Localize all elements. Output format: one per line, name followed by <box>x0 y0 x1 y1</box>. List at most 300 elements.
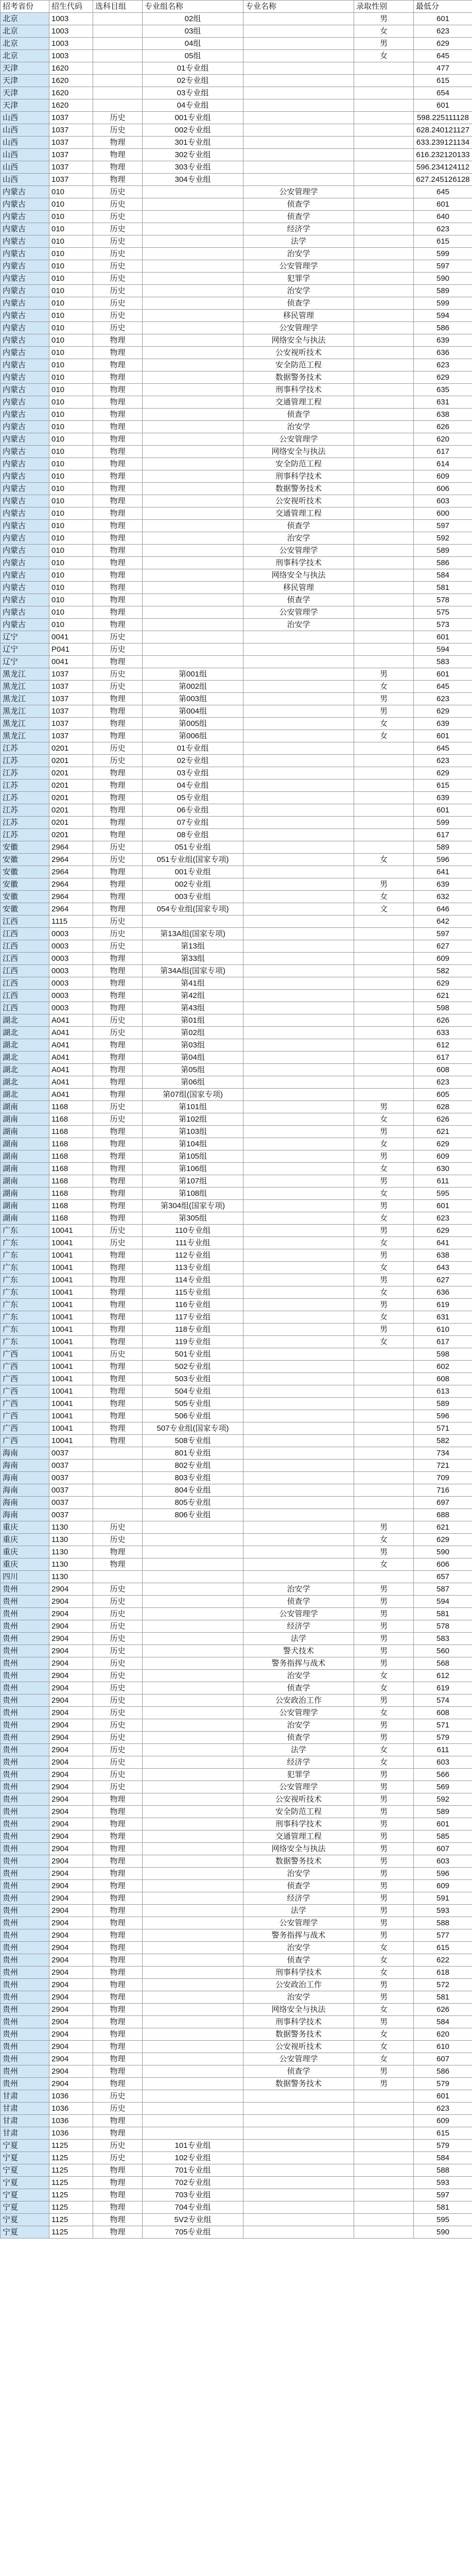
cell-subject-group: 历史 <box>93 1225 143 1237</box>
cell-major-group <box>143 2065 243 2078</box>
cell-gender: 男 <box>354 1793 414 1806</box>
cell-major <box>243 693 354 705</box>
cell-subject-group <box>93 1447 143 1460</box>
cell-code: A041 <box>49 1076 93 1089</box>
cell-min-score: 596 <box>414 1868 472 1880</box>
cell-code: 010 <box>49 310 93 322</box>
cell-gender <box>354 483 414 495</box>
cell-subject-group <box>93 1484 143 1497</box>
table-row <box>1 297 472 310</box>
cell-code: 1130 <box>49 1558 93 1571</box>
cell-province: 湖北 <box>1 1064 49 1076</box>
cell-code: 2904 <box>49 1781 93 1793</box>
cell-province: 广东 <box>1 1274 49 1286</box>
cell-major <box>243 87 354 99</box>
cell-code: 1037 <box>49 705 93 718</box>
cell-major-group <box>143 643 243 656</box>
cell-gender: 男 <box>354 705 414 718</box>
table-row <box>1 1299 472 1311</box>
cell-code: 1003 <box>49 25 93 38</box>
table-row <box>1 1212 472 1225</box>
cell-gender: 女 <box>354 1286 414 1299</box>
cell-province: 贵州 <box>1 1880 49 1892</box>
cell-gender: 男 <box>354 1905 414 1917</box>
cell-major-group <box>143 223 243 235</box>
cell-min-score: 716 <box>414 1484 472 1497</box>
table-row <box>1 186 472 198</box>
table-row <box>1 1608 472 1620</box>
cell-major <box>243 75 354 87</box>
cell-province: 广西 <box>1 1410 49 1422</box>
cell-subject-group: 历史 <box>93 755 143 767</box>
cell-min-score: 628.240121127 <box>414 124 472 137</box>
cell-major-group <box>143 322 243 334</box>
cell-major-group: 第13组 <box>143 940 243 953</box>
cell-province: 山西 <box>1 149 49 161</box>
cell-code: 010 <box>49 371 93 384</box>
cell-major <box>243 1422 354 1435</box>
cell-major-group <box>143 1769 243 1781</box>
cell-gender <box>354 507 414 520</box>
cell-code: 0041 <box>49 656 93 668</box>
cell-min-score: 640 <box>414 211 472 223</box>
cell-major-group: 03专业组 <box>143 87 243 99</box>
cell-min-score: 611 <box>414 1744 472 1756</box>
cell-min-score: 621 <box>414 1521 472 1534</box>
cell-province: 贵州 <box>1 1917 49 1929</box>
cell-major <box>243 1373 354 1385</box>
cell-province: 内蒙古 <box>1 532 49 545</box>
table-row <box>1 2115 472 2127</box>
table-row <box>1 1831 472 1843</box>
cell-subject-group: 物理 <box>93 359 143 371</box>
cell-subject-group: 物理 <box>93 2189 143 2201</box>
table-row <box>1 718 472 730</box>
cell-province: 黑龙江 <box>1 681 49 693</box>
cell-gender <box>354 371 414 384</box>
cell-gender <box>354 755 414 767</box>
cell-major-group <box>143 334 243 347</box>
table-row <box>1 1682 472 1694</box>
table-row <box>1 124 472 137</box>
cell-province: 贵州 <box>1 2041 49 2053</box>
table-row <box>1 2189 472 2201</box>
table-row <box>1 520 472 532</box>
cell-min-score: 627.245126128 <box>414 174 472 186</box>
cell-major-group <box>143 273 243 285</box>
cell-province: 贵州 <box>1 1954 49 1967</box>
cell-province: 广东 <box>1 1237 49 1249</box>
cell-code: 1125 <box>49 2226 93 2239</box>
cell-province: 内蒙古 <box>1 186 49 198</box>
cell-gender <box>354 1385 414 1398</box>
cell-major <box>243 13 354 25</box>
cell-province: 广东 <box>1 1262 49 1274</box>
table-row <box>1 804 472 817</box>
cell-gender: 女 <box>354 1558 414 1571</box>
table-row <box>1 1484 472 1497</box>
cell-province: 贵州 <box>1 2004 49 2016</box>
cell-major-group: 002专业组 <box>143 124 243 137</box>
cell-major: 公安管理学 <box>243 2053 354 2065</box>
table-row <box>1 433 472 446</box>
table-row <box>1 1509 472 1521</box>
cell-major-group: 119专业组 <box>143 1336 243 1348</box>
cell-gender: 男 <box>354 1274 414 1286</box>
table-row <box>1 112 472 124</box>
cell-province: 贵州 <box>1 1645 49 1657</box>
cell-gender <box>354 421 414 433</box>
cell-subject-group: 历史 <box>93 1719 143 1732</box>
cell-code: 10041 <box>49 1348 93 1361</box>
cell-major-group: 02专业组 <box>143 755 243 767</box>
cell-gender <box>354 977 414 990</box>
cell-major <box>243 1027 354 1039</box>
cell-major-group <box>143 2090 243 2103</box>
cell-code: 010 <box>49 495 93 507</box>
cell-subject-group <box>93 87 143 99</box>
cell-code: 010 <box>49 223 93 235</box>
cell-gender <box>354 866 414 878</box>
cell-code: 010 <box>49 186 93 198</box>
cell-major <box>243 1101 354 1113</box>
cell-gender <box>354 2226 414 2239</box>
cell-gender <box>354 124 414 137</box>
cell-major-group: 05组 <box>143 50 243 62</box>
cell-subject-group: 物理 <box>93 829 143 841</box>
cell-code: 10041 <box>49 1262 93 1274</box>
cell-subject-group: 物理 <box>93 2201 143 2214</box>
cell-major <box>243 977 354 990</box>
cell-gender: 女 <box>354 891 414 903</box>
cell-major: 侦查学 <box>243 1682 354 1694</box>
table-row <box>1 965 472 977</box>
cell-major-group: 5V2专业组 <box>143 2214 243 2226</box>
cell-code: 010 <box>49 396 93 409</box>
table-row <box>1 446 472 458</box>
cell-gender: 男 <box>354 1719 414 1732</box>
cell-major: 公安视听技术 <box>243 347 354 359</box>
cell-major: 侦查学 <box>243 520 354 532</box>
table-row <box>1 1373 472 1385</box>
cell-subject-group: 物理 <box>93 1175 143 1188</box>
cell-province: 内蒙古 <box>1 409 49 421</box>
cell-min-score: 608 <box>414 1064 472 1076</box>
cell-major-group: 118专业组 <box>143 1324 243 1336</box>
cell-province: 贵州 <box>1 1793 49 1806</box>
cell-subject-group: 历史 <box>93 1014 143 1027</box>
cell-major-group: 701专业组 <box>143 2164 243 2177</box>
cell-major <box>243 1509 354 1521</box>
cell-subject-group: 物理 <box>93 1929 143 1942</box>
cell-subject-group: 历史 <box>93 1633 143 1645</box>
cell-major-group: 101专业组 <box>143 2140 243 2152</box>
cell-min-score: 641 <box>414 1237 472 1249</box>
cell-gender <box>354 87 414 99</box>
cell-major-group: 第305组 <box>143 1212 243 1225</box>
cell-major: 安全防范工程 <box>243 458 354 470</box>
cell-code: 1036 <box>49 2115 93 2127</box>
cell-major <box>243 1113 354 1126</box>
cell-subject-group: 物理 <box>93 1188 143 1200</box>
cell-major-group <box>143 470 243 483</box>
cell-major-group: 第005组 <box>143 718 243 730</box>
cell-major-group: 301专业组 <box>143 137 243 149</box>
cell-code: 2904 <box>49 1818 93 1831</box>
cell-subject-group: 物理 <box>93 582 143 594</box>
cell-province: 安徽 <box>1 903 49 916</box>
cell-province: 江苏 <box>1 755 49 767</box>
table-row <box>1 1348 472 1361</box>
cell-province: 广西 <box>1 1435 49 1447</box>
cell-min-score: 617 <box>414 1336 472 1348</box>
cell-subject-group: 物理 <box>93 1089 143 1101</box>
cell-gender <box>354 1373 414 1385</box>
cell-gender: 男 <box>354 2065 414 2078</box>
table-row <box>1 2177 472 2189</box>
cell-province: 贵州 <box>1 2053 49 2065</box>
cell-subject-group: 物理 <box>93 334 143 347</box>
cell-subject-group: 历史 <box>93 211 143 223</box>
cell-min-score: 639 <box>414 878 472 891</box>
cell-major <box>243 878 354 891</box>
cell-code: 2904 <box>49 1719 93 1732</box>
cell-gender: 男 <box>354 1732 414 1744</box>
cell-min-score: 643 <box>414 1262 472 1274</box>
cell-gender <box>354 1509 414 1521</box>
cell-province: 湖北 <box>1 1027 49 1039</box>
table-row <box>1 1027 472 1039</box>
cell-major: 数据警务技术 <box>243 483 354 495</box>
cell-major-group: 115专业组 <box>143 1286 243 1299</box>
cell-province: 江苏 <box>1 792 49 804</box>
table-row <box>1 1558 472 1571</box>
cell-subject-group: 物理 <box>93 2004 143 2016</box>
cell-gender <box>354 62 414 75</box>
cell-min-score: 571 <box>414 1719 472 1732</box>
cell-major <box>243 1188 354 1200</box>
cell-province: 宁夏 <box>1 2177 49 2189</box>
cell-gender: 女 <box>354 1534 414 1546</box>
table-row <box>1 1286 472 1299</box>
table-row <box>1 483 472 495</box>
cell-min-score: 601 <box>414 1818 472 1831</box>
table-row <box>1 1967 472 1979</box>
cell-subject-group: 物理 <box>93 730 143 742</box>
cell-gender: 男 <box>354 1299 414 1311</box>
cell-gender <box>354 779 414 792</box>
cell-major-group <box>143 458 243 470</box>
cell-code: 1037 <box>49 693 93 705</box>
cell-major <box>243 2103 354 2115</box>
cell-gender <box>354 520 414 532</box>
cell-province: 贵州 <box>1 1583 49 1596</box>
cell-major-group: 第107组 <box>143 1175 243 1188</box>
cell-major: 侦查学 <box>243 1596 354 1608</box>
cell-major <box>243 1534 354 1546</box>
cell-min-score: 615 <box>414 779 472 792</box>
cell-major-group <box>143 2041 243 2053</box>
table-row <box>1 1645 472 1657</box>
cell-province: 广西 <box>1 1348 49 1361</box>
table-row <box>1 1917 472 1929</box>
cell-min-score: 623 <box>414 755 472 767</box>
cell-code: 2964 <box>49 841 93 854</box>
table-row <box>1 1188 472 1200</box>
cell-major: 公安管理学 <box>243 1917 354 1929</box>
cell-min-score: 734 <box>414 1447 472 1460</box>
cell-gender <box>354 75 414 87</box>
cell-code: 2904 <box>49 1917 93 1929</box>
cell-gender: 女 <box>354 1311 414 1324</box>
cell-major-group <box>143 656 243 668</box>
cell-major: 警犬技术 <box>243 1645 354 1657</box>
cell-major <box>243 705 354 718</box>
cell-major <box>243 2090 354 2103</box>
cell-gender: 女 <box>354 1163 414 1175</box>
cell-major <box>243 668 354 681</box>
cell-gender <box>354 1472 414 1484</box>
cell-gender: 男 <box>354 1880 414 1892</box>
cell-province: 宁夏 <box>1 2164 49 2177</box>
table-row <box>1 1089 472 1101</box>
cell-subject-group: 物理 <box>93 2115 143 2127</box>
cell-gender <box>354 2127 414 2140</box>
table-row <box>1 322 472 334</box>
cell-code: 2904 <box>49 1620 93 1633</box>
cell-province: 江西 <box>1 990 49 1002</box>
cell-province: 贵州 <box>1 2016 49 2028</box>
cell-major <box>243 891 354 903</box>
table-row <box>1 916 472 928</box>
cell-major-group: 508专业组 <box>143 1435 243 1447</box>
cell-subject-group: 历史 <box>93 1608 143 1620</box>
cell-major <box>243 62 354 75</box>
cell-code: 010 <box>49 248 93 260</box>
cell-province: 宁夏 <box>1 2189 49 2201</box>
cell-major <box>243 124 354 137</box>
cell-code: 1168 <box>49 1200 93 1212</box>
cell-code: 1037 <box>49 149 93 161</box>
table-row <box>1 1596 472 1608</box>
cell-major: 公安管理学 <box>243 545 354 557</box>
cell-subject-group: 物理 <box>93 174 143 186</box>
cell-major-group: 04组 <box>143 38 243 50</box>
cell-province: 湖北 <box>1 1039 49 1052</box>
cell-province: 内蒙古 <box>1 495 49 507</box>
cell-subject-group: 物理 <box>93 1422 143 1435</box>
cell-code: 2964 <box>49 866 93 878</box>
cell-major: 治安学 <box>243 1991 354 2004</box>
table-row <box>1 2004 472 2016</box>
cell-code: 2904 <box>49 1682 93 1694</box>
cell-province: 贵州 <box>1 1967 49 1979</box>
cell-major <box>243 2177 354 2189</box>
cell-major: 公安政治工作 <box>243 1979 354 1991</box>
cell-code: 1168 <box>49 1138 93 1150</box>
cell-min-score: 627 <box>414 1274 472 1286</box>
table-row <box>1 211 472 223</box>
cell-gender <box>354 1076 414 1089</box>
cell-gender: 男 <box>354 2078 414 2090</box>
cell-major: 侦查学 <box>243 198 354 211</box>
cell-subject-group: 物理 <box>93 1843 143 1855</box>
cell-province: 内蒙古 <box>1 396 49 409</box>
cell-code: 1620 <box>49 87 93 99</box>
cell-major <box>243 866 354 878</box>
cell-province: 内蒙古 <box>1 285 49 297</box>
cell-subject-group: 历史 <box>93 631 143 643</box>
cell-code: 010 <box>49 322 93 334</box>
cell-code: 1125 <box>49 2177 93 2189</box>
cell-province: 海南 <box>1 1460 49 1472</box>
cell-subject-group: 物理 <box>93 1126 143 1138</box>
cell-min-score: 597 <box>414 260 472 273</box>
cell-major-group: 第003组 <box>143 693 243 705</box>
cell-code: 10041 <box>49 1422 93 1435</box>
cell-province: 贵州 <box>1 1719 49 1732</box>
cell-min-score: 610 <box>414 2041 472 2053</box>
cell-gender: 女 <box>354 1682 414 1694</box>
cell-subject-group: 物理 <box>93 384 143 396</box>
cell-min-score: 639 <box>414 718 472 730</box>
cell-subject-group: 物理 <box>93 1002 143 1014</box>
cell-subject-group <box>93 38 143 50</box>
cell-min-score: 592 <box>414 1793 472 1806</box>
cell-code: 1130 <box>49 1546 93 1558</box>
cell-major <box>243 1175 354 1188</box>
cell-code: 2904 <box>49 1942 93 1954</box>
cell-subject-group: 物理 <box>93 433 143 446</box>
cell-min-score: 593 <box>414 1905 472 1917</box>
cell-gender: 男 <box>354 1979 414 1991</box>
cell-min-score: 582 <box>414 965 472 977</box>
cell-major-group <box>143 396 243 409</box>
table-row <box>1 903 472 916</box>
cell-major-group <box>143 211 243 223</box>
cell-major-group: 07专业组 <box>143 817 243 829</box>
cell-subject-group: 物理 <box>93 1163 143 1175</box>
cell-province: 山西 <box>1 124 49 137</box>
cell-major: 治安学 <box>243 1670 354 1682</box>
cell-gender <box>354 310 414 322</box>
cell-major-group: 303专业组 <box>143 161 243 174</box>
cell-major: 数据警务技术 <box>243 371 354 384</box>
cell-min-score: 593 <box>414 2177 472 2189</box>
cell-major: 侦查学 <box>243 594 354 606</box>
cell-subject-group: 物理 <box>93 1905 143 1917</box>
cell-gender <box>354 149 414 161</box>
cell-major: 犯罪学 <box>243 273 354 285</box>
cell-province: 贵州 <box>1 1633 49 1645</box>
table-row <box>1 87 472 99</box>
cell-min-score: 599 <box>414 817 472 829</box>
cell-code: 0037 <box>49 1472 93 1484</box>
cell-subject-group: 历史 <box>93 854 143 866</box>
cell-major-group <box>143 1880 243 1892</box>
cell-subject-group: 物理 <box>93 1138 143 1150</box>
cell-major: 经济学 <box>243 1620 354 1633</box>
cell-code: 1620 <box>49 99 93 112</box>
cell-gender <box>354 1027 414 1039</box>
table-row <box>1 1818 472 1831</box>
cell-major: 经济学 <box>243 1756 354 1769</box>
cell-major-group: 003专业组 <box>143 891 243 903</box>
table-row <box>1 347 472 359</box>
cell-major-group: 804专业组 <box>143 1484 243 1497</box>
cell-major <box>243 112 354 124</box>
table-row <box>1 260 472 273</box>
